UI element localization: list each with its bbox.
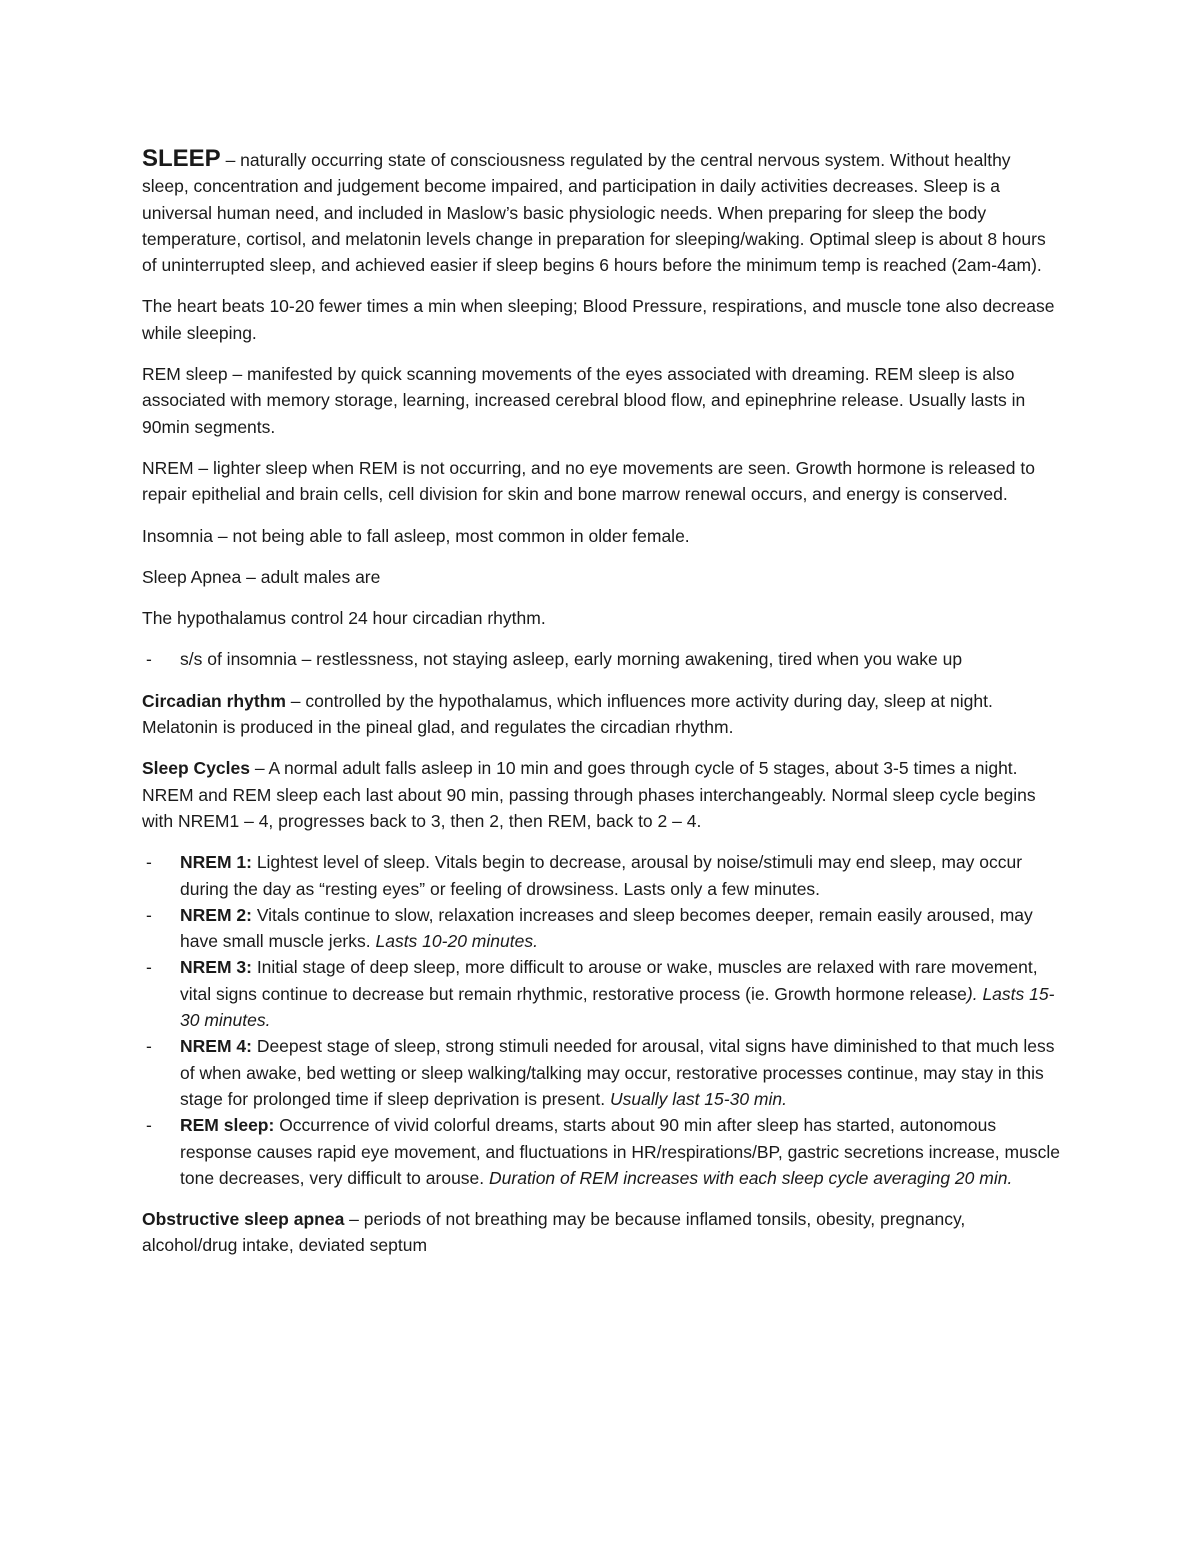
insomnia-signs-list bbox=[142, 646, 1062, 672]
stage-label: NREM 2: bbox=[180, 904, 252, 925]
dash-bullet: - bbox=[146, 852, 152, 873]
heart-rate-paragraph: The heart beats 10-20 fewer times a min when sleeping; Blood Pressure, respirations, and muscle tone also decrease while sleeping. bbox=[142, 296, 1055, 343]
stage-label: NREM 3: bbox=[180, 957, 252, 978]
sleep-apnea-paragraph: Sleep Apnea – adult males are bbox=[142, 566, 381, 587]
stage-duration: Lasts 10-20 minutes. bbox=[375, 931, 538, 952]
sleep-cycles-term: Sleep Cycles bbox=[142, 758, 250, 779]
stage-duration: ). Lasts 15-30 minutes. bbox=[180, 983, 1055, 1031]
rem-sleep-paragraph: REM sleep – manifested by quick scanning movements of the eyes associated with dreaming. REM sleep is also associated with memory storage, learning, increased cerebral blood flow, and epinephrine release. Usually lasts in 90min segments. bbox=[142, 364, 1026, 437]
sleep-cycles-text: – A normal adult falls asleep in 10 min and goes through cycle of 5 stages, about 3-5 times a night. NREM and REM sleep each last about 90 min, passing through phases interchangeably. Normal sleep cycle begins with NREM1 – 4, progresses back to 3, then 2, then REM, back to 2 – 4. bbox=[142, 758, 1036, 831]
obstructive-apnea-term: Obstructive sleep apnea bbox=[142, 1209, 345, 1230]
stage-item-nrem2 bbox=[142, 902, 1062, 955]
sleep-definition-text: – naturally occurring state of consciousness regulated by the central nervous system. Without healthy sleep, concentration and judgement become impaired, and participation in daily activities decreases. Sleep is a universal human need, and included in Maslow’s basic physiologic needs. When preparing for sleep the body temperature, cortisol, and melatonin levels change in preparation for sleeping/waking. Optimal sleep is about 8 hours of uninterrupted sleep, and achieved easier if sleep begins 6 hours before the minimum temp is reached (2am-4am). bbox=[142, 150, 1046, 276]
document-body bbox=[142, 146, 1062, 1274]
stage-text: Lightest level of sleep. Vitals begin to decrease, arousal by noise/stimuli may end sleep, may occur during the day as “resting eyes” or feeling of drowsiness. Lasts only a few minutes. bbox=[180, 852, 1023, 899]
nrem-paragraph: NREM – lighter sleep when REM is not occurring, and no eye movements are seen. Growth hormone is released to repair epithelial and brain cells, cell division for skin and bone marrow renewal occurs, and energy is conserved. bbox=[142, 457, 1035, 505]
stage-item-nrem4 bbox=[142, 1033, 1062, 1112]
insomnia-paragraph: Insomnia – not being able to fall asleep, most common in older female. bbox=[142, 525, 690, 546]
stage-label: NREM 4: bbox=[180, 1036, 252, 1057]
hypothalamus-paragraph: The hypothalamus control 24 hour circadian rhythm. bbox=[142, 608, 546, 629]
sleep-stages-list bbox=[142, 849, 1062, 1191]
dash-bullet: - bbox=[146, 1115, 152, 1136]
obstructive-apnea-paragraph bbox=[142, 1206, 1062, 1259]
list-item-text: s/s of insomnia – restlessness, not staying asleep, early morning awakening, tired when you wake up bbox=[180, 649, 963, 670]
stage-label: REM sleep: bbox=[180, 1115, 275, 1136]
sleep-term: SLEEP bbox=[142, 145, 221, 172]
circadian-term: Circadian rhythm bbox=[142, 690, 286, 711]
list-item bbox=[142, 646, 1062, 672]
obstructive-apnea-text: – periods of not breathing may be because inflamed tonsils, obesity, pregnancy, alcohol/drug intake, deviated septum bbox=[142, 1209, 966, 1256]
dash-bullet: - bbox=[146, 904, 152, 925]
stage-duration: Duration of REM increases with each sleep cycle averaging 20 min. bbox=[489, 1167, 1013, 1188]
stage-duration: Usually last 15-30 min. bbox=[609, 1088, 787, 1109]
sleep-cycles-paragraph bbox=[142, 755, 1062, 834]
circadian-text: – controlled by the hypothalamus, which influences more activity during day, sleep at night. Melatonin is produced in the pineal glad, and regulates the circadian rhythm. bbox=[142, 690, 993, 738]
stage-text: Deepest stage of sleep, strong stimuli needed for arousal, vital signs have diminished to that much less of when awake, bed wetting or sleep walking/talking may occur, restorative processes continue, may stay in this stage for prolonged time if sleep deprivation is present. bbox=[180, 1036, 1055, 1109]
sleep-definition-paragraph bbox=[142, 146, 1062, 278]
dash-bullet: - bbox=[146, 1036, 152, 1057]
dash-bullet: - bbox=[146, 957, 152, 978]
stage-text: Initial stage of deep sleep, more difficult to arouse or wake, muscles are relaxed with rare movement, vital signs continue to decrease but remain rhythmic, restorative process (ie. Growth hormone release bbox=[180, 957, 1038, 1004]
stage-text: Vitals continue to slow, relaxation increases and sleep becomes deeper, remain easily aroused, may have small muscle jerks. bbox=[180, 904, 1033, 952]
dash-bullet: - bbox=[146, 649, 152, 670]
stage-item-nrem1 bbox=[142, 849, 1062, 902]
stage-text: Occurrence of vivid colorful dreams, starts about 90 min after sleep has started, autonomous response causes rapid eye movement, and fluctuations in HR/respirations/BP, gastric secretions increase, muscle tone decreases, very difficult to arouse. bbox=[180, 1115, 1060, 1188]
stage-item-rem bbox=[142, 1112, 1062, 1191]
circadian-paragraph bbox=[142, 688, 1062, 741]
stage-item-nrem3 bbox=[142, 954, 1062, 1033]
stage-label: NREM 1: bbox=[180, 852, 252, 873]
